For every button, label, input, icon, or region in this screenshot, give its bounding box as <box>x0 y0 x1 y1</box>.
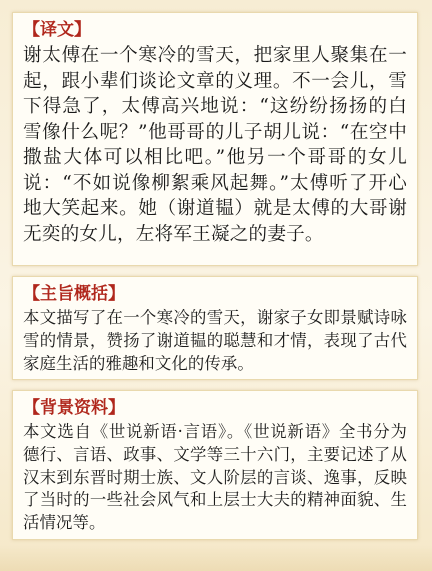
summary-heading: 【主旨概括】 <box>23 284 125 304</box>
background-heading: 【背景资料】 <box>23 398 125 418</box>
summary-panel <box>12 276 418 380</box>
background-text: 本文选自《世说新语·言语》。《世说新语》全书分为德行、言语、政事、文学等三十六门，主要记述了从汉末到东晋时期士族、文人阶层的言谈、逸事，反映了当时的一些社会风气和上层士大夫的精神面貌、生活情况等。 <box>23 422 407 533</box>
decorative-bottom-strip <box>0 545 432 571</box>
translation-panel <box>12 12 418 266</box>
background-panel <box>12 390 418 540</box>
summary-text: 本文描写了在一个寒冷的雪天，谢家子女即景赋诗咏雪的情景，赞扬了谢道韫的聪慧和才情，表现了古代家庭生活的雅趣和文化的传承。 <box>23 308 407 373</box>
translation-text: 谢太傅在一个寒冷的雪天，把家里人聚集在一起，跟小辈们谈论文章的义理。不一会儿，雪下得急了，太傅高兴地说：“这纷纷扬扬的白雪像什么呢？”他哥哥的儿子胡儿说：“在空中撒盐大体可以相比吧。”他另一个哥哥的女儿说：“不如说像柳絮乘风起舞。”太傅听了开心地大笑起来。她（谢道韫）就是太傅的大哥谢无奕的女儿，左将军王凝之的妻子。 <box>23 45 407 245</box>
translation-heading: 【译文】 <box>23 20 91 40</box>
